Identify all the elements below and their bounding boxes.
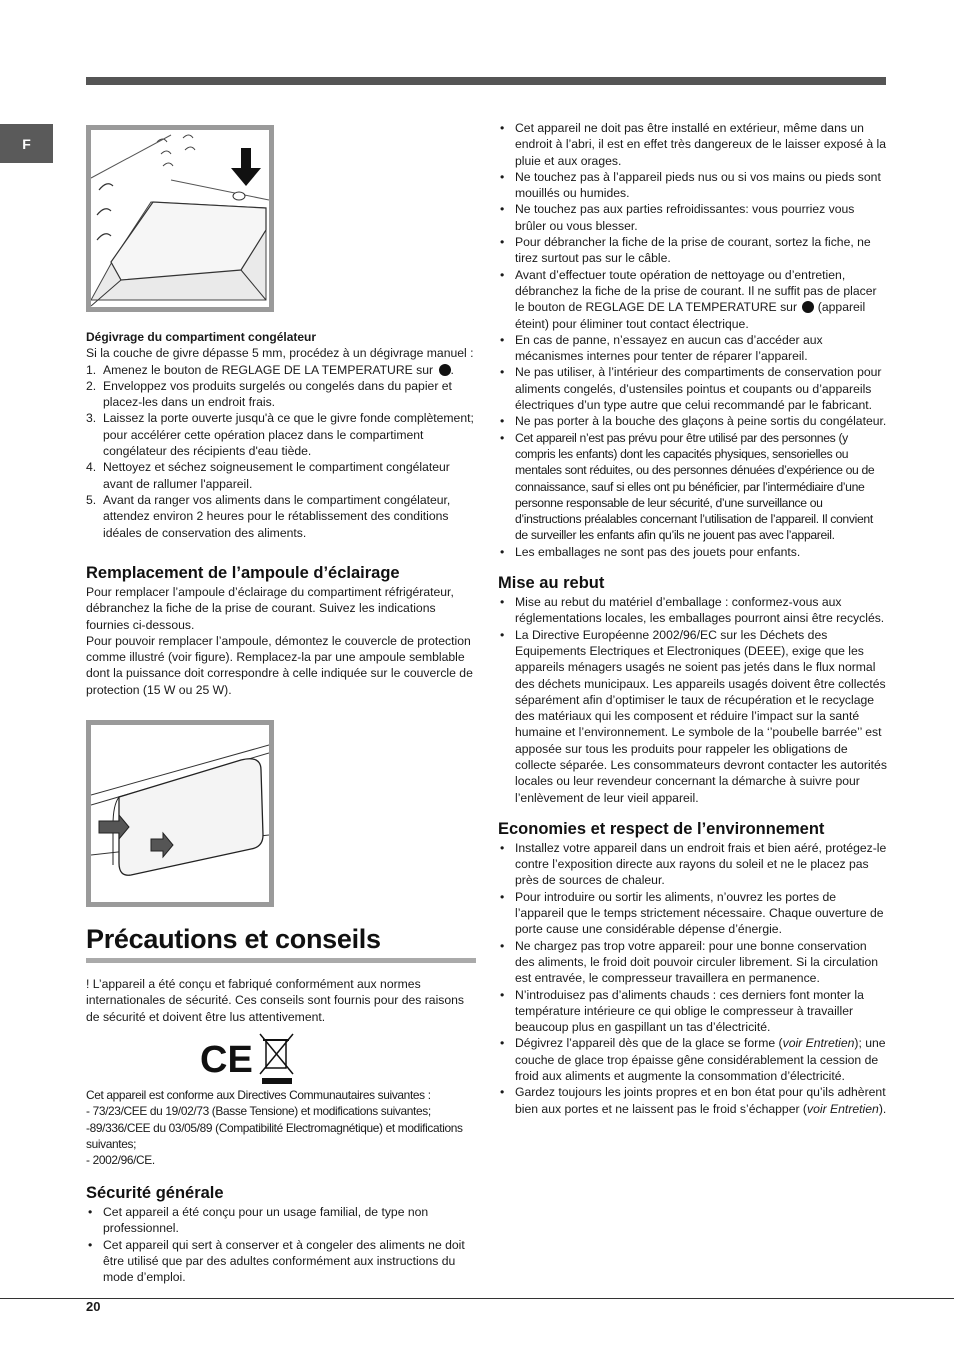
conformity-line: Cet appareil est conforme aux Directives Communautaires suivantes : — [86, 1088, 431, 1102]
defrost-section — [86, 329, 476, 541]
list-item: • Gardez toujours les joints propres et en bon état pour qu’ils adhèrent bien aux portes et ne laissent pas le froid s’échapper (voir Entretien). — [498, 1084, 888, 1117]
freezer-defrost-figure — [86, 125, 274, 312]
defrost-steps — [86, 362, 476, 541]
economy-list — [498, 840, 888, 1117]
economy-section — [498, 820, 888, 1117]
safety-heading: Sécurité générale — [86, 1184, 224, 1202]
list-item: 3. Laissez la porte ouverte jusqu'à ce que le givre fonde complètement; pour accélérer cette opération placez dans le compartiment congélateur des récipients d'eau tiède. — [86, 411, 474, 459]
list-item: • Cet appareil a été conçu pour un usage familial, de type non professionnel. — [86, 1204, 476, 1237]
footer-rule — [0, 1298, 954, 1299]
list-item: • Ne chargez pas trop votre appareil: pour une bonne conservation des aliments, le froid doit pouvoir circuler librement. Si la circulation est entravée, le compresseur travaillera en permanence. — [498, 938, 888, 987]
defrost-heading: Dégivrage du compartiment congélateur — [86, 330, 317, 344]
disposal-heading: Mise au rebut — [498, 574, 605, 593]
list-item: • N’introduisez pas d’aliments chauds : ces derniers font monter la température intérieure ce qui oblige le compresseur à travailler beaucoup plus en gaspillant un tas d’électricité. — [498, 987, 888, 1036]
lamp-heading: Remplacement de l’ampoule d’éclairage — [86, 564, 400, 582]
safety-list — [86, 1204, 476, 1285]
crossed-bin-icon — [260, 1034, 293, 1084]
list-item: • Cet appareil n’est pas prévu pour être utilisé par des personnes (y compris les enfants) dont les capacités physiques, sensorielles ou mentales sont réduites, ou des personnes dénuées d’expérience ou de connaissance, sauf si elles ont pu bénéficier, par l’intermédiaire d’une personne responsable de leur sécurité, d’une surveillance ou d’instructions préalables concernant l’utilisation de l’appareil. Il convient de surveiller les enfants afin qu’ils ne jouent pas avec l’appareil. — [498, 430, 888, 544]
freezer-illustration — [91, 130, 269, 307]
list-item: • Dégivrez l’appareil dès que de la glace se forme (voir Entretien); une couche de glace trop épaisse gêne considérablement la cession de froid aux aliments et augmente la consommation d’électricité. — [498, 1035, 888, 1084]
list-item: • Pour débrancher la fiche de la prise de courant, sortez la fiche, ne tirez surtout pas sur le câble. — [498, 234, 888, 267]
list-item: • Ne pas utiliser, à l’intérieur des compartiments de conservation pour aliments congelés, d’ustensiles pointus et coupants ou d’appareils électriques d’un type autre que celui recommandé par le fabricant. — [498, 364, 888, 413]
safety-section — [86, 1184, 476, 1285]
list-item: 4. Nettoyez et séchez soigneusement le compartiment congélateur avant de rallumer l'appareil. — [86, 460, 450, 491]
list-item: • Ne touchez pas aux parties refroidissantes: vous pourriez vous brûler ou vous blesser. — [498, 201, 888, 234]
down-arrow-icon — [231, 148, 261, 186]
certification-logos — [198, 1032, 298, 1086]
safety-list-continued — [498, 120, 888, 560]
lamp-cover-figure — [86, 720, 274, 907]
conformity-line: - 73/23/CEE du 19/02/73 (Basse Tensione) et modifications suivantes; — [86, 1104, 431, 1119]
power-off-dot-icon — [802, 301, 814, 313]
conformity-line: - 2002/96/CE. — [86, 1153, 155, 1168]
list-item: • Cet appareil qui sert à conserver et à congeler des aliments ne doit être utilisé que par des adultes conformément aux instructions du mode d’emploi. — [86, 1237, 476, 1286]
page-title: Précautions et conseils — [86, 922, 476, 963]
list-item: • Ne pas porter à la bouche des glaçons à peine sortis du congélateur. — [498, 413, 888, 429]
conformity-line: -89/336/CEE du 03/05/89 (Compatibilité Electromagnétique) et modifications suivantes; — [86, 1120, 463, 1151]
list-item: • Pour introduire ou sortir les aliments, n’ouvrez les portes de l’appareil que le temps strictement nécessaire. Chaque ouverture de porte cause une considérable dépense d’énergie. — [498, 889, 888, 938]
ce-mark-icon — [200, 1039, 253, 1081]
defrost-intro: Si la couche de givre dépasse 5 mm, procédez à un dégivrage manuel : — [86, 346, 474, 361]
conformity-section — [86, 1087, 476, 1168]
disposal-section — [498, 574, 888, 806]
language-tab: F — [0, 124, 53, 163]
list-item: • Installez votre appareil dans un endroit frais et bien aéré, protégez-le contre l’exposition directe aux rayons du soleil et ne le placez pas près de sources de chaleur. — [498, 840, 888, 889]
lamp-paragraph-2: Pour pouvoir remplacer l’ampoule, démontez le couvercle de protection comme illustré (voir figure). Remplacez-la par une ampoule semblable dont la puissance doit correspondre à celle indiquée sur le couvercle de protection (15 W ou 25 W). — [86, 633, 473, 697]
page-number: 20 — [86, 1299, 101, 1314]
lamp-paragraph-1: Pour remplacer l’ampoule d’éclairage du compartiment réfrigérateur, débranchez la fiche de la prise de courant. Suivez les indications fournies ci-dessous. — [86, 585, 454, 632]
header-rule — [86, 77, 886, 85]
list-item: • Ne touchez pas à l’appareil pieds nus ou si vos mains ou pieds sont mouillés ou humides. — [498, 169, 888, 202]
list-item: • La Directive Européenne 2002/96/EC sur les Déchets des Equipements Electriques et Electroniques (DEEE), exige que les appareils ménagers usagés ne soient pas jetés dans le flux normal des déchets municipaux. Les appareils usagés doivent être collectés séparément afin d’optimiser le taux de récupération et le recyclage des matériaux qui les composent et réduire l’impact sur la santé humaine et l’environnement. Le symbole de la ‘’poubelle barrée’’ est apposée sur tous les produits pour rappeler les obligations de collecte séparée. Les consommateurs devront contacter les autorités locales ou leur revendeur concernant la démarche à suivre pour l’enlèvement de leur vieil appareil. — [498, 627, 888, 806]
svg-text:CE: CE — [200, 1039, 253, 1081]
right-column — [498, 120, 888, 1117]
list-item: 1. Amenez le bouton de REGLAGE DE LA TEMPERATURE sur . — [86, 362, 454, 377]
disposal-list — [498, 594, 888, 806]
precautions-intro: ! L’appareil a été conçu et fabriqué conformément aux normes internationales de sécurité. Ces conseils sont fournis pour des raisons de sécurité et doivent être lus attentivement. — [86, 977, 465, 1024]
lamp-cover-illustration — [91, 725, 269, 902]
list-item: • Avant d’effectuer toute opération de nettoyage ou d’entretien, débranchez la fiche de la prise de courant. Il ne suffit pas de placer le bouton de REGLAGE DE LA TEMPERATURE sur (appareil éteint) pour éliminer tout contact électrique. — [498, 267, 888, 332]
list-item: • Les emballages ne sont pas des jouets pour enfants. — [498, 544, 888, 560]
list-item: • Cet appareil ne doit pas être installé en extérieur, même dans un endroit à l’abri, il est en effet très dangereux de le laisser exposé à la pluie et aux orages. — [498, 120, 888, 169]
lamp-section — [86, 564, 476, 698]
list-item: • Mise au rebut du matériel d’emballage : conformez-vous aux réglementations locales, les emballages pourront ainsi être recyclés. — [498, 594, 888, 627]
list-item: 5. Avant da ranger vos aliments dans le compartiment congélateur, attendez environ 2 heures pour le rétablissement des conditions idéales de conservation des aliments. — [86, 492, 451, 540]
power-off-dot-icon — [439, 364, 451, 376]
economy-heading: Economies et respect de l’environnement — [498, 819, 825, 838]
list-item: • En cas de panne, n’essayez en aucun cas d’accéder aux mécanismes internes pour tenter de réparer l’appareil. — [498, 332, 888, 365]
list-item: 2. Enveloppez vos produits surgelés ou congelés dans du papier et placez-les dans un endroit frais. — [86, 378, 452, 410]
